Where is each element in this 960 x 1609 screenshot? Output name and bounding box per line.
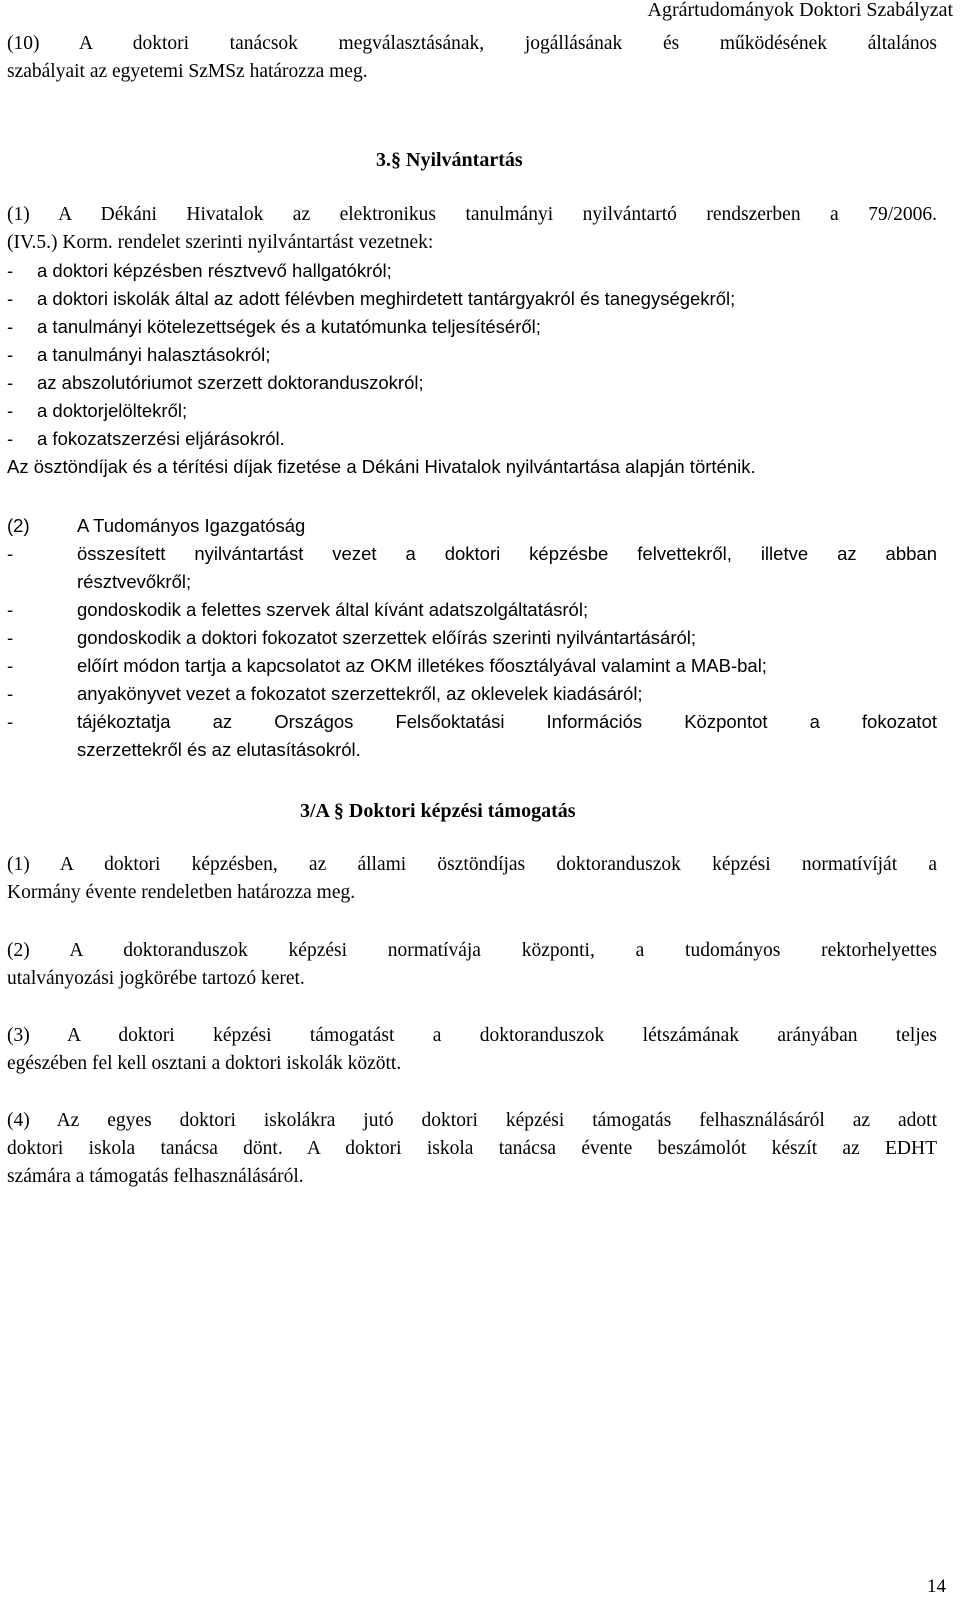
list-item: - tájékoztatja az Országos Felsőoktatási Információs Központot a fokozatot xyxy=(7,711,937,732)
list-item: - összesített nyilvántartást vezet a doktori képzésbe felvettekről, illetve az abban xyxy=(7,543,937,564)
paragraph-line: (3) A doktori képzési támogatást a doktoranduszok létszámának arányában teljes xyxy=(7,1025,937,1046)
page-number: 14 xyxy=(927,1576,946,1597)
paragraph-line: (IV.5.) Korm. rendelet szerinti nyilvántartást vezetnek: xyxy=(7,232,434,253)
paragraph-number: (2) xyxy=(7,515,30,536)
section-heading-3: 3.§ Nyilvántartás xyxy=(376,149,523,171)
list-item-continuation: szerzettekről és az elutasításokról. xyxy=(77,739,361,760)
list-item-continuation: résztvevőkről; xyxy=(77,571,192,592)
paragraph-line: (1) A doktori képzésben, az állami ösztöndíjas doktoranduszok képzési normatívíját a xyxy=(7,854,937,875)
list-item: - a doktori iskolák által az adott félévben meghirdetett tantárgyakról és tanegységekről; xyxy=(7,288,736,309)
section3-paragraph-1 xyxy=(7,201,937,481)
section3a-paragraph-3 xyxy=(7,1022,937,1078)
paragraph-closing: Az ösztöndíjak és a térítési díjak fizetése a Dékáni Hivatalok nyilvántartása alapján történik. xyxy=(7,456,756,477)
section3a-paragraph-4 xyxy=(7,1107,937,1191)
paragraph-line: Kormány évente rendeletben határozza meg. xyxy=(7,882,356,903)
list-item: - gondoskodik a felettes szervek által kívánt adatszolgáltatásról; xyxy=(7,599,589,620)
section3a-paragraph-1 xyxy=(7,851,937,907)
running-header: Agrártudományok Doktori Szabályzat xyxy=(647,0,953,21)
paragraph-10 xyxy=(7,30,937,86)
list-item: - anyakönyvet vezet a fokozatot szerzettekről, az oklevelek kiadásáról; xyxy=(7,683,643,704)
paragraph-line: (2) A doktoranduszok képzési normatívája központi, a tudományos rektorhelyettes xyxy=(7,940,937,961)
paragraph-line: utalványozási jogkörébe tartozó keret. xyxy=(7,968,305,989)
section3a-paragraph-2 xyxy=(7,937,937,993)
paragraph-line: számára a támogatás felhasználásáról. xyxy=(7,1166,304,1187)
list-item: - a tanulmányi kötelezettségek és a kutatómunka teljesítéséről; xyxy=(7,316,541,337)
list-item: - a doktorjelöltekről; xyxy=(7,400,188,421)
nyilvantartas-list xyxy=(7,257,937,453)
paragraph-line: (10) A doktori tanácsok megválasztásának, jogállásának és működésének általános xyxy=(7,33,937,54)
list-item: - a fokozatszerzési eljárásokról. xyxy=(7,428,285,449)
section3-paragraph-2 xyxy=(7,512,937,764)
paragraph-line: (4) Az egyes doktori iskolákra jutó doktori képzési támogatás felhasználásáról az adott xyxy=(7,1110,937,1131)
section-heading-3a: 3/A § Doktori képzési támogatás xyxy=(300,800,576,822)
list-item: - az abszolutóriumot szerzett doktoranduszokról; xyxy=(7,372,424,393)
list-item: - gondoskodik a doktori fokozatot szerzettek előírás szerinti nyilvántartásáról; xyxy=(7,627,697,648)
paragraph-line: doktori iskola tanácsa dönt. A doktori iskola tanácsa évente beszámolót készít az EDHT xyxy=(7,1138,937,1159)
list-item: - a doktori képzésben résztvevő hallgatókról; xyxy=(7,260,392,281)
list-item: - a tanulmányi halasztásokról; xyxy=(7,344,271,365)
paragraph-line: egészében fel kell osztani a doktori iskolák között. xyxy=(7,1053,402,1074)
paragraph-line: (1) A Dékáni Hivatalok az elektronikus tanulmányi nyilvántartó rendszerben a 79/2006. xyxy=(7,204,937,225)
paragraph-title: A Tudományos Igazgatóság xyxy=(77,515,306,536)
list-item: - előírt módon tartja a kapcsolatot az OKM illetékes főosztályával valamint a MAB-bal; xyxy=(7,655,767,676)
paragraph-line: szabályait az egyetemi SzMSz határozza meg. xyxy=(7,61,368,82)
